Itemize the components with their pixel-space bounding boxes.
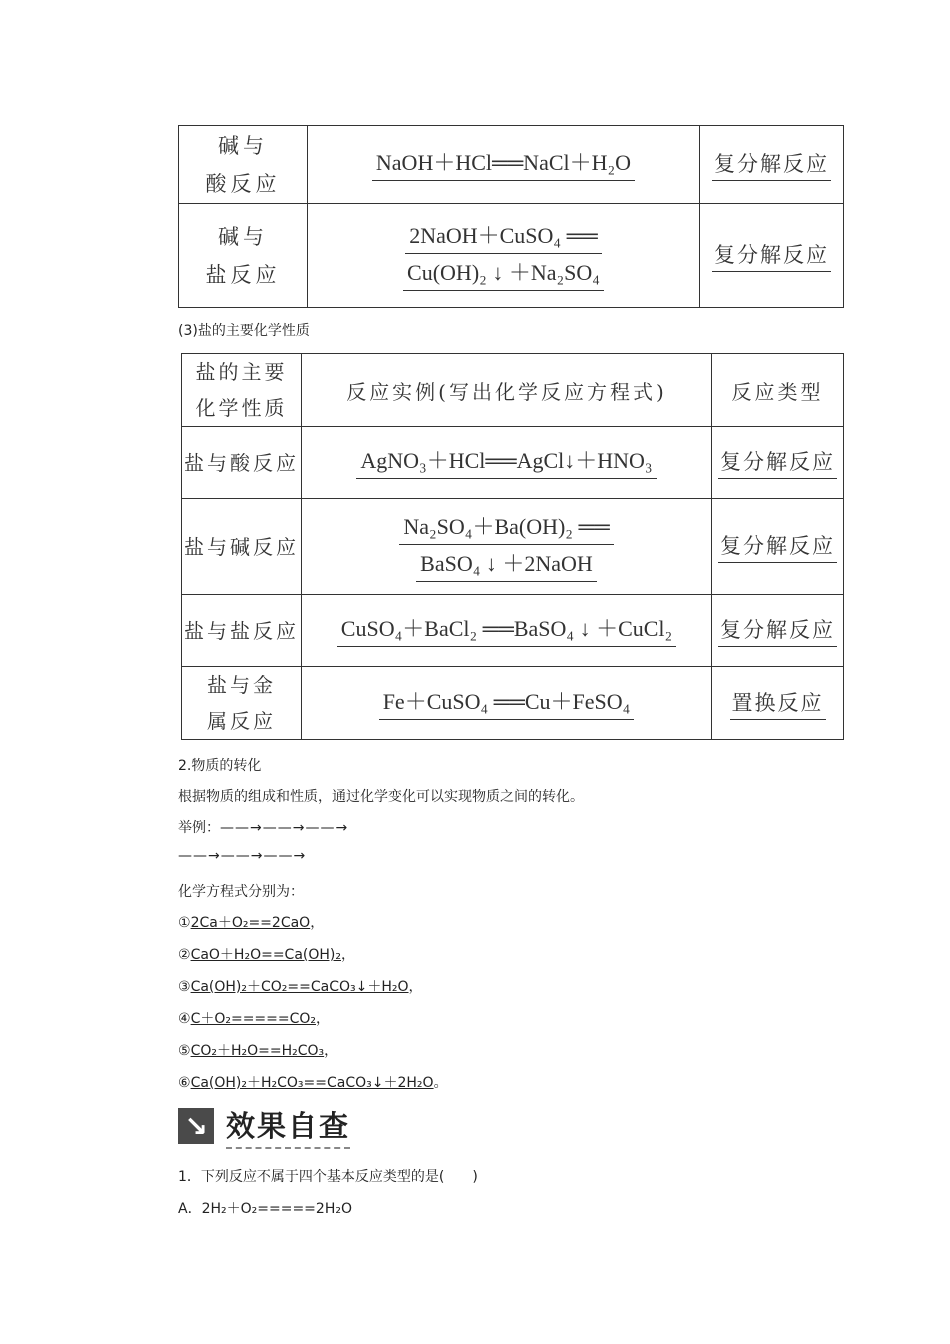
question-option-a: A．2H₂＋O₂=====2H₂O xyxy=(178,1201,352,1217)
paragraph: 化学方程式分别为： xyxy=(178,884,304,900)
reaction-type-cell: 复分解反应 xyxy=(712,427,844,499)
category-cell: 盐与盐反应 xyxy=(182,595,302,667)
category-cell: 盐与碱反应 xyxy=(182,499,302,595)
category-cell: 盐与金 属反应 xyxy=(182,667,302,740)
reaction-type-cell: 复分解反应 xyxy=(712,595,844,667)
reaction-type-cell: 置换反应 xyxy=(712,667,844,740)
equation-text: AgNO₃＋HCl══AgCl↓＋HNO₃ xyxy=(356,446,656,479)
category-cell: 碱与 酸反应 xyxy=(179,126,308,204)
header-cell: 盐的主要 化学性质 xyxy=(182,354,302,427)
table-row xyxy=(182,667,844,740)
example-line: ——→——→——→ xyxy=(178,848,307,864)
equation-cell xyxy=(308,204,700,308)
equation-item: ③Ca(OH)₂＋CO₂==CaCO₃↓＋H₂O， xyxy=(178,979,423,995)
self-check-banner xyxy=(178,1104,350,1148)
equation-text: Fe＋CuSO₄ ══Cu＋FeSO₄ xyxy=(379,687,635,720)
equation-cell xyxy=(308,126,700,204)
example-line: 举例：——→——→——→ xyxy=(178,820,349,836)
table-row xyxy=(179,126,844,204)
salt-reaction-table xyxy=(181,353,844,740)
equation-text: NaOH＋HCl══NaCl＋H₂O xyxy=(372,148,635,181)
category-cell: 盐与酸反应 xyxy=(182,427,302,499)
table-row xyxy=(182,427,844,499)
banner-title: 效果自查 xyxy=(226,1104,350,1149)
equation-cell xyxy=(302,595,712,667)
equation-cell xyxy=(302,499,712,595)
equation-item: ⑤CO₂＋H₂O==H₂CO₃， xyxy=(178,1043,339,1059)
equation-text: BaSO₄ ↓ ＋2NaOH xyxy=(416,549,597,582)
equation-text: CuSO₄＋BaCl₂ ══BaSO₄ ↓ ＋CuCl₂ xyxy=(337,614,676,647)
equation-item: ⑥Ca(OH)₂＋H₂CO₃==CaCO₃↓＋2H₂O。 xyxy=(178,1075,448,1091)
reaction-type-cell: 复分解反应 xyxy=(700,126,844,204)
equation-item: ②CaO＋H₂O==Ca(OH)₂， xyxy=(178,947,355,963)
equation-text: Cu(OH)₂ ↓ ＋Na₂SO₄ xyxy=(403,258,604,291)
paragraph: 根据物质的组成和性质，通过化学变化可以实现物质之间的转化。 xyxy=(178,789,584,805)
section-heading: 2.物质的转化 xyxy=(178,758,262,774)
section-heading: (3)盐的主要化学性质 xyxy=(178,323,310,339)
question-stem: 1．下列反应不属于四个基本反应类型的是( ) xyxy=(178,1169,478,1185)
table-header-row xyxy=(182,354,844,427)
category-cell: 碱与 盐反应 xyxy=(179,204,308,308)
base-reaction-table xyxy=(178,125,844,308)
check-arrow-icon: ↘ xyxy=(178,1108,214,1144)
header-cell: 反应实例(写出化学反应方程式) xyxy=(302,354,712,427)
equation-item: ①2Ca＋O₂==2CaO， xyxy=(178,915,325,931)
equation-text: 2NaOH＋CuSO₄ ══ xyxy=(405,221,602,254)
equation-cell xyxy=(302,667,712,740)
table-row xyxy=(182,499,844,595)
table-row xyxy=(179,204,844,308)
reaction-type-cell: 复分解反应 xyxy=(700,204,844,308)
header-cell: 反应类型 xyxy=(712,354,844,427)
table-row xyxy=(182,595,844,667)
equation-text: Na₂SO₄＋Ba(OH)₂ ══ xyxy=(399,512,613,545)
equation-item: ④C＋O₂=====CO₂， xyxy=(178,1011,331,1027)
reaction-type-cell: 复分解反应 xyxy=(712,499,844,595)
equation-cell xyxy=(302,427,712,499)
